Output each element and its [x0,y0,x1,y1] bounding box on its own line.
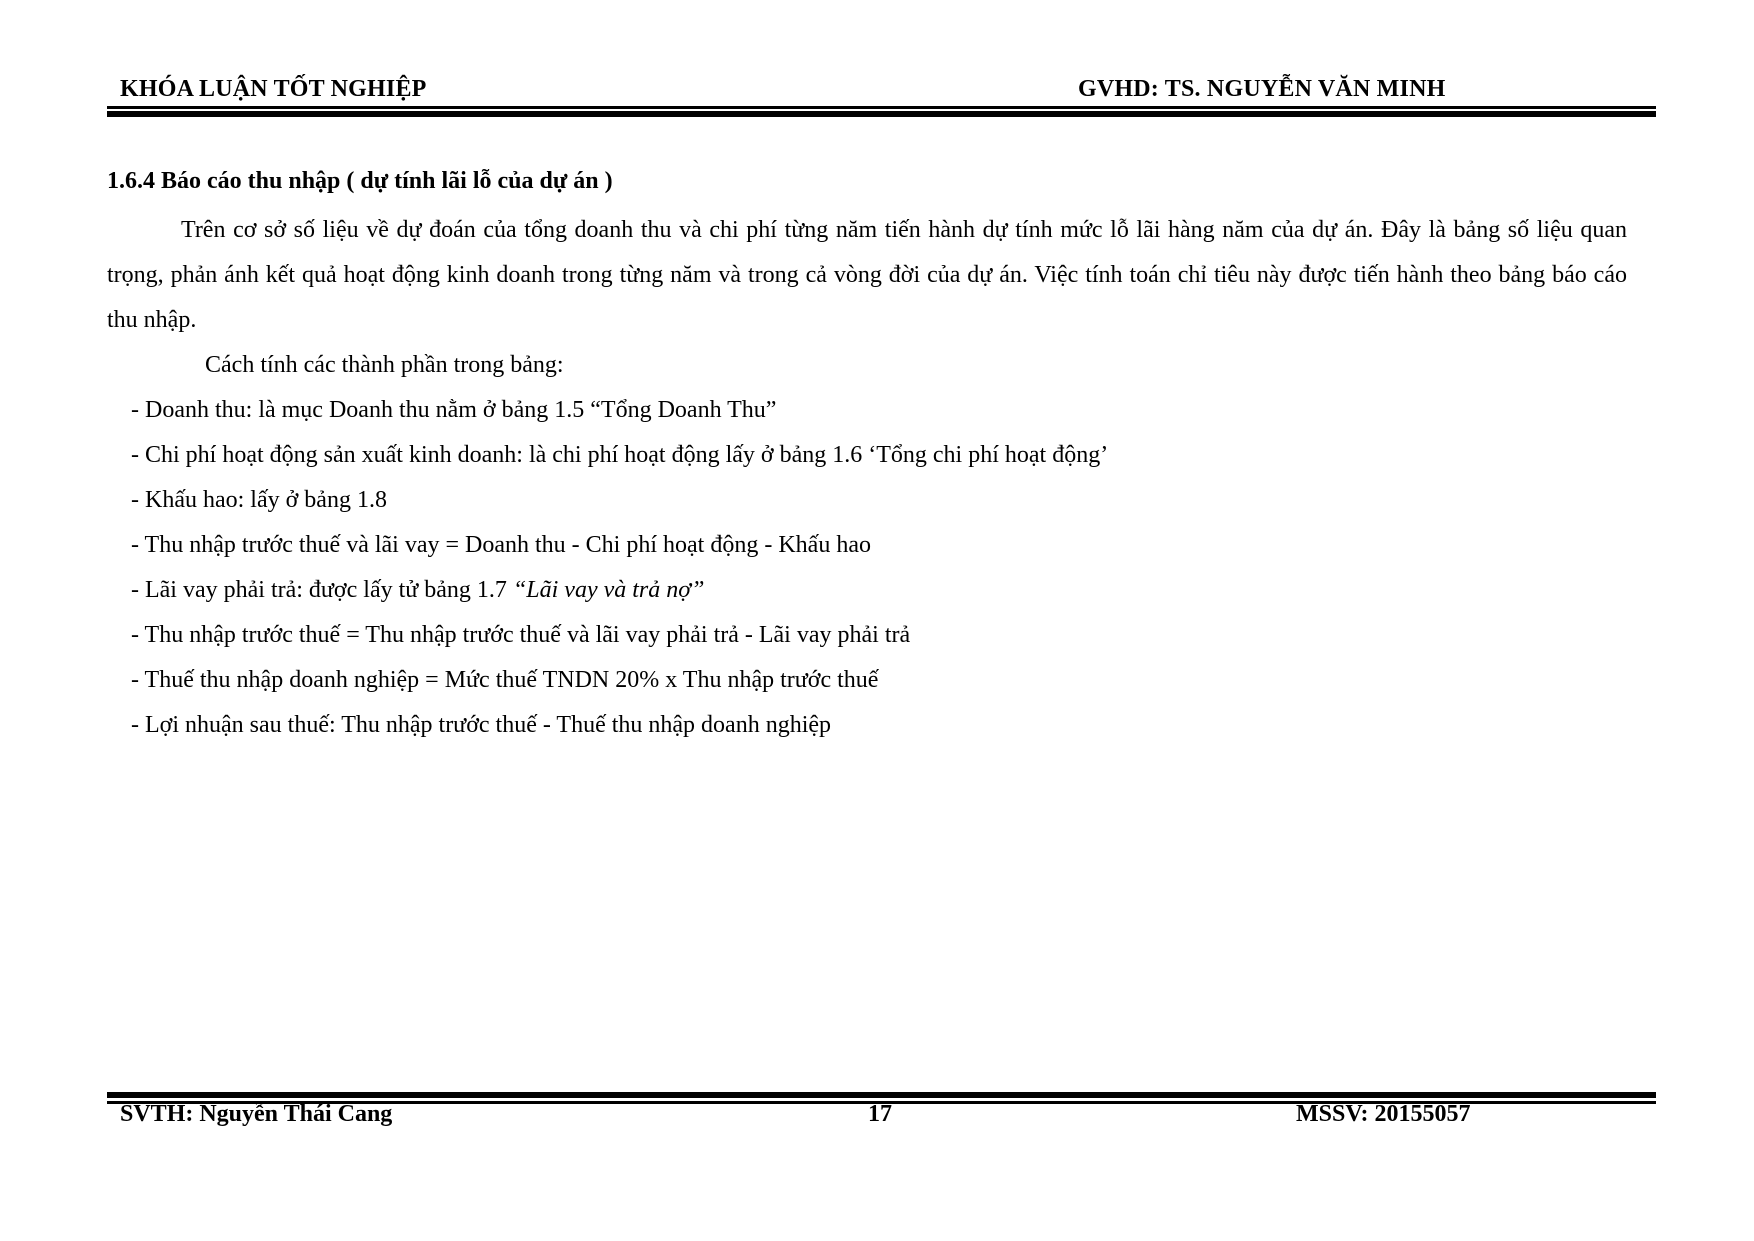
footer-student: SVTH: Nguyễn Thái Cang [120,1101,393,1127]
list-item: - Thu nhập trước thuế = Thu nhập trước thuế và lãi vay phải trả - Lãi vay phải trả [131,622,911,648]
page-body [107,164,1632,748]
header-rule-thick [107,111,1656,117]
header-rule-thin [107,106,1656,109]
list-item: - Lãi vay phải trả: được lấy tử bảng 1.7 “Lãi vay và trả nợ” [131,577,705,603]
body-paragraph: Trên cơ sở số liệu về dự đoán của tổng doanh thu và chi phí từng năm tiến hành dự tính mức lỗ lãi hàng năm của dự án. Đây là bảng số liệu quan trọng, phản ánh kết quả hoạt động kinh doanh trong từng năm và trong cả vòng đời của dự án. Việc tính toán chỉ tiêu này được tiến hành theo bảng báo cáo thu nhập. [107,217,1627,333]
footer-rule-thick [107,1092,1656,1098]
header-supervisor: GVHD: TS. NGUYỄN VĂN MINH [1078,76,1446,102]
table-reference-italic: “Lãi vay và trả nợ” [512,577,705,603]
list-item: - Thu nhập trước thuế và lãi vay = Doanh thu - Chi phí hoạt động - Khấu hao [131,532,871,558]
list-item: - Chi phí hoạt động sản xuất kinh doanh: là chi phí hoạt động lấy ở bảng 1.6 ‘Tổng chi phí hoạt động’ [131,442,1109,468]
page-number: 17 [868,1101,892,1127]
list-item: - Lợi nhuận sau thuế: Thu nhập trước thuế - Thuế thu nhập doanh nghiệp [131,712,832,738]
components-intro: Cách tính các thành phần trong bảng: [205,352,564,378]
header-thesis-title: KHÓA LUẬN TỐT NGHIỆP [120,76,427,102]
components-list [107,388,1632,748]
list-item: - Thuế thu nhập doanh nghiệp = Mức thuế TNDN 20% x Thu nhập trước thuế [131,667,879,693]
list-item: - Khấu hao: lấy ở bảng 1.8 [131,487,387,513]
list-item: - Doanh thu: là mục Doanh thu nằm ở bảng 1.5 “Tổng Doanh Thu” [131,397,777,423]
section-heading: 1.6.4 Báo cáo thu nhập ( dự tính lãi lỗ của dự án ) [107,168,613,194]
footer-student-id: MSSV: 20155057 [1296,1101,1471,1127]
